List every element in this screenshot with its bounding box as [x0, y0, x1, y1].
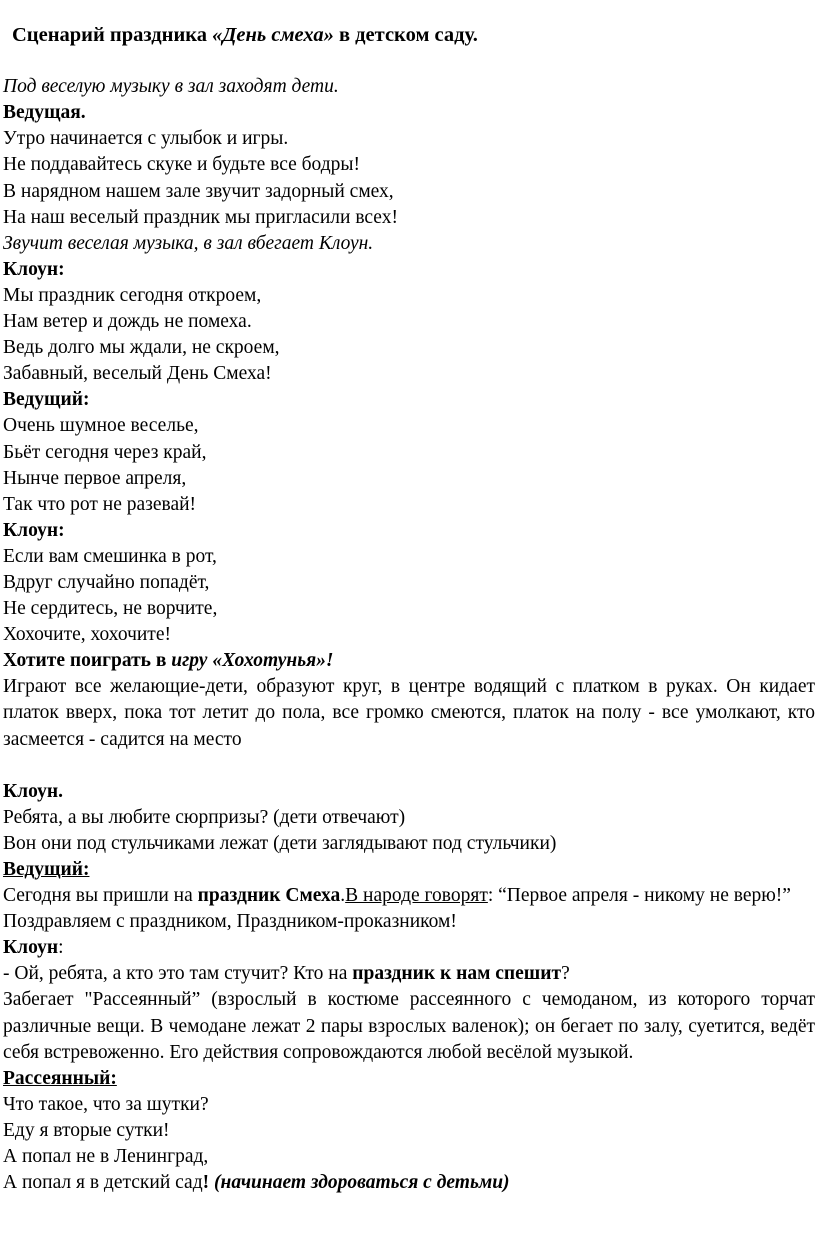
script-line: [3, 857, 815, 883]
text-run: А попал я в детский сад: [3, 1172, 203, 1194]
text-run: Клоун.: [3, 780, 63, 802]
text-run: Клоун:: [3, 258, 65, 280]
text-run: !: [202, 1172, 210, 1194]
script-line: Утро начинается с улыбок и игры.: [3, 128, 289, 150]
text-run: :: [58, 937, 64, 959]
script-block-congrats: [3, 909, 815, 935]
script-line: [3, 231, 815, 257]
text-run: Рассеянный:: [3, 1067, 117, 1089]
script-line: [3, 387, 815, 413]
text-run: Клоун: [3, 937, 59, 959]
script-line: Так что рот не разевай!: [3, 493, 197, 515]
script-line: Не поддавайтесь скуке и будьте все бодры!: [3, 154, 361, 176]
spacer-line-2: [3, 753, 815, 779]
holiday-of-laughter-line: [3, 883, 815, 909]
text-run: «День смеха»: [212, 24, 334, 46]
script-line: Ведь долго мы ждали, не скроем,: [3, 337, 280, 359]
script-block-surprises: [3, 779, 815, 883]
script-line: Если вам смешинка в рот,: [3, 545, 217, 567]
script-line: Не сердитесь, не ворчите,: [3, 598, 218, 620]
final-line: [3, 1170, 815, 1196]
document-title: [3, 22, 815, 48]
script-line: Поздравляем с праздником, Праздником-проказником!: [3, 911, 457, 933]
text-run: Ведущий:: [3, 389, 90, 411]
text-run: Клоун:: [3, 519, 65, 541]
knock-line: [3, 961, 815, 987]
script-block-absentminded: [3, 1066, 815, 1170]
text-run: в детском саду: [333, 24, 473, 46]
game-invitation: [3, 648, 815, 674]
script-line: А попал не в Ленинград,: [3, 1146, 209, 1168]
script-line: [3, 100, 815, 126]
script-line: Забавный, веселый День Смеха!: [3, 363, 272, 385]
script-line: Бьёт сегодня через край,: [3, 441, 207, 463]
text-run: : “Первое апреля - никому не верю!”: [487, 885, 791, 907]
game-description-paragraph: Играют все желающие-дети, образуют круг, в центре водящий с платком в руках. Он кидает платок вверх, пока тот летит до пола, все громко смеются, платок на полу - все умолкают, кто засмеется - садится на место: [3, 676, 815, 750]
text-run: праздник к нам спешит: [352, 963, 562, 985]
script-line: Очень шумное веселье,: [3, 415, 199, 437]
text-run: Ведущий:: [3, 859, 90, 880]
script-line: [3, 257, 815, 283]
script-line: [3, 1066, 815, 1092]
text-run: праздник Смеха: [197, 885, 341, 907]
script-line: На наш веселый праздник мы пригласили всех!: [3, 206, 398, 228]
script-line: Мы праздник сегодня откроем,: [3, 284, 262, 306]
script-line: Вдруг случайно попадёт,: [3, 571, 210, 593]
speaker-label-clown: [3, 935, 815, 961]
text-run: Ведущая.: [3, 102, 86, 124]
script-line: Еду я вторые сутки!: [3, 1119, 170, 1141]
script-line: Нам ветер и дождь не помеха.: [3, 311, 252, 333]
script-block-opening: [3, 74, 815, 648]
text-run: - Ой, ребята, а кто это там стучит? Кто на: [3, 963, 353, 985]
text-run: В народе говорят: [345, 885, 488, 907]
script-line: Нынче первое апреля,: [3, 467, 187, 489]
script-line: Вон они под стульчиками лежат (дети заглядывают под стульчики): [3, 832, 557, 854]
document-body: [3, 22, 815, 1196]
text-run: (начинает здороваться с детьми): [209, 1172, 510, 1194]
script-line: В нарядном нашем зале звучит задорный смех,: [3, 180, 394, 202]
script-line: [3, 74, 815, 100]
text-run: Звучит веселая музыка, в зал вбегает Клоун.: [3, 232, 374, 254]
script-line: Хохочите, хохочите!: [3, 624, 171, 646]
text-run: Сегодня вы пришли на: [3, 885, 198, 907]
text-run: .: [472, 24, 478, 46]
text-run: Сценарий праздника: [12, 24, 213, 46]
script-line: [3, 779, 815, 805]
text-run: ?: [561, 963, 570, 985]
script-line: [3, 518, 815, 544]
text-run: .: [340, 885, 346, 907]
absentminded-description-paragraph: Забегает "Рассеянный” (взрослый в костюме рассеянного с чемоданом, из которого торчат различные вещи. В чемодане лежат 2 пары взрослых валенок); он бегает по залу, суетится, ведёт себя встревоженно. Его действия сопровождаются любой весёлой музыкой.: [3, 989, 815, 1063]
text-run: Хотите поиграть в: [3, 650, 172, 672]
script-line: Что такое, что за шутки?: [3, 1093, 209, 1115]
text-run: Под веселую музыку в зал заходят дети.: [3, 76, 339, 98]
spacer-line: [3, 48, 815, 74]
text-run: игру «Хохотунья»!: [171, 650, 334, 672]
script-line: Ребята, а вы любите сюрпризы? (дети отвечают): [3, 806, 406, 828]
